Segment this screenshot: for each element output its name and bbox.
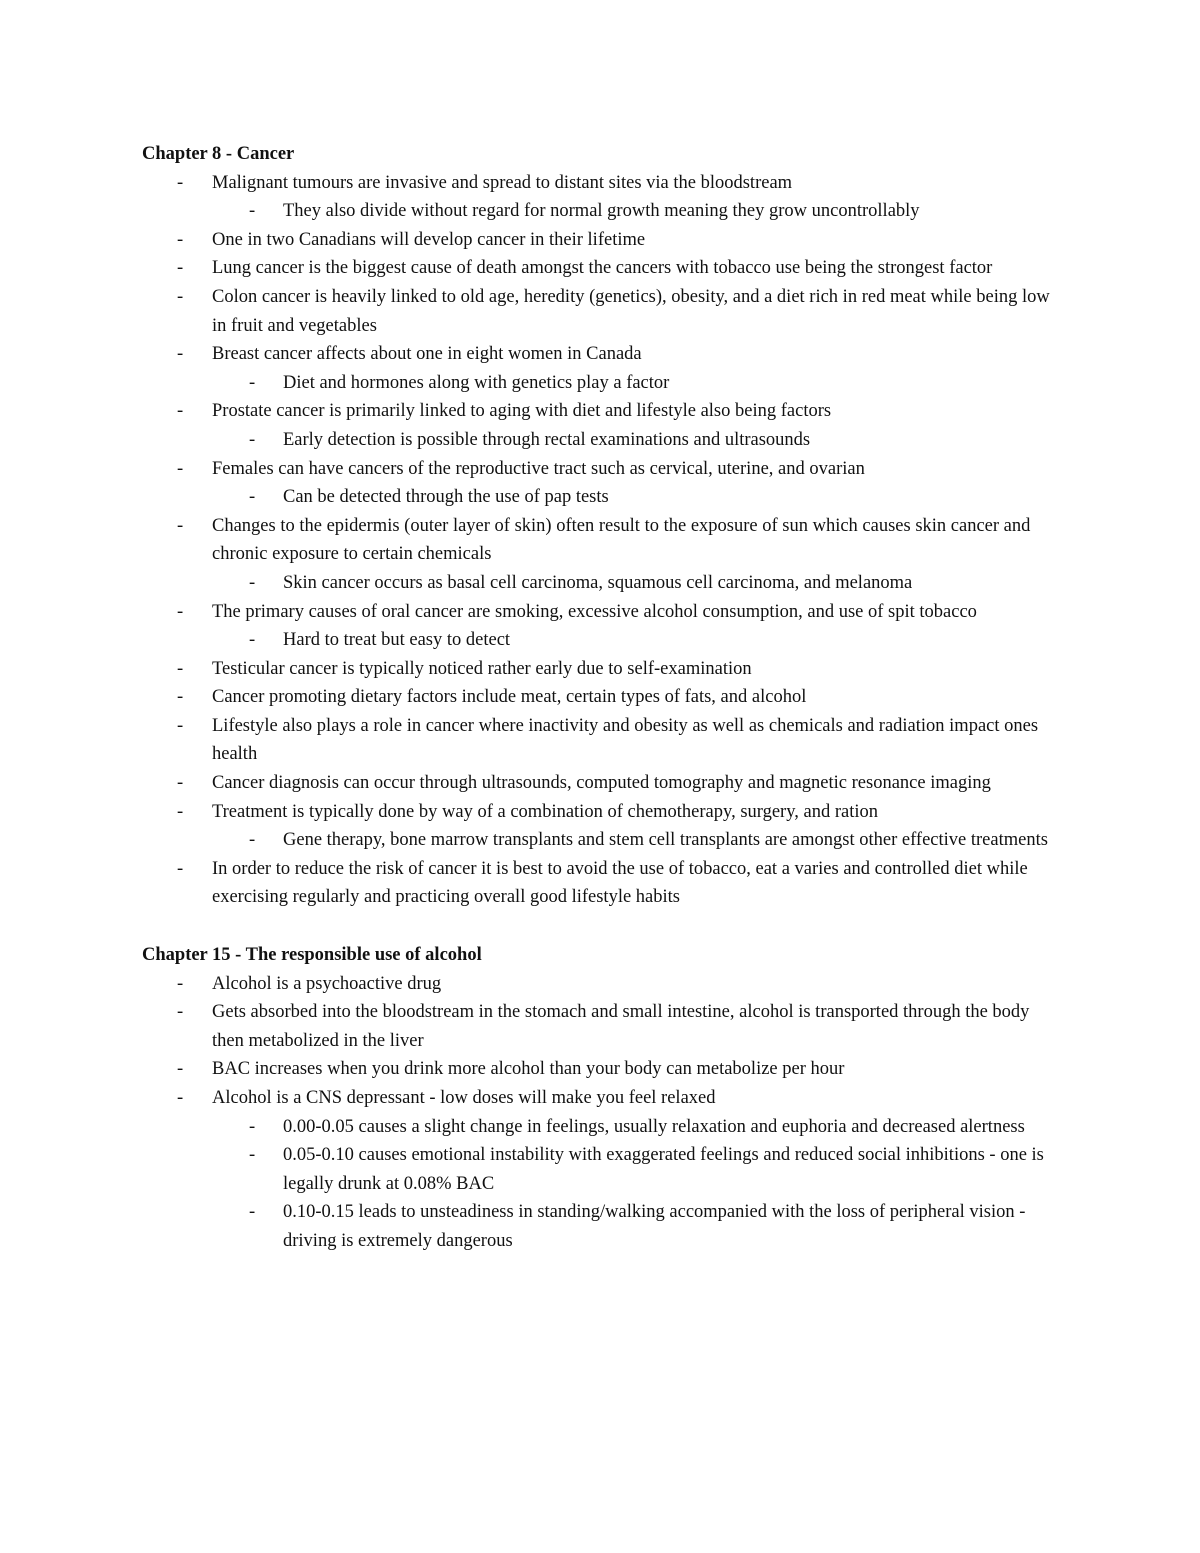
list-item-text: They also divide without regard for normal growth meaning they grow uncontrollably bbox=[283, 201, 920, 222]
list-item-text: Can be detected through the use of pap tests bbox=[283, 487, 609, 508]
bullet-dash: - bbox=[177, 458, 184, 479]
bullet-dash: - bbox=[177, 401, 184, 422]
list-item bbox=[142, 655, 1062, 684]
sub-list-item bbox=[142, 369, 1062, 398]
list-item bbox=[142, 598, 1062, 627]
sub-list-item bbox=[142, 483, 1062, 512]
sub-list-item bbox=[142, 1198, 1062, 1255]
list-item bbox=[142, 1055, 1062, 1084]
list-item bbox=[142, 512, 1062, 569]
list-item bbox=[142, 1084, 1062, 1113]
list-item bbox=[142, 769, 1062, 798]
bullet-dash: - bbox=[177, 715, 184, 736]
bullet-dash: - bbox=[177, 1088, 184, 1108]
list-item-text: Treatment is typically done by way of a combination of chemotherapy, surgery, and ration bbox=[212, 801, 878, 822]
list-item-text: 0.10-0.15 leads to unsteadiness in standing/walking accompanied with the loss of peripheral vision - driving is extremely dangerous bbox=[283, 1202, 1026, 1251]
list-item-text: Gets absorbed into the bloodstream in the stomach and small intestine, alcohol is transported through the body then metabolized in the liver bbox=[212, 1002, 1030, 1051]
bullet-dash: - bbox=[177, 973, 184, 994]
section-heading: Chapter 8 - Cancer bbox=[142, 144, 295, 164]
list-item-text: Prostate cancer is primarily linked to aging with diet and lifestyle also being factors bbox=[212, 401, 832, 422]
sub-list-item bbox=[142, 426, 1062, 455]
list-item-text: 0.05-0.10 causes emotional instability with exaggerated feelings and reduced social inhibitions - one is legally drunk at 0.08% BAC bbox=[283, 1145, 1044, 1194]
list-item-text: The primary causes of oral cancer are smoking, excessive alcohol consumption, and use of spit tobacco bbox=[212, 601, 977, 622]
list-item bbox=[142, 254, 1062, 283]
list-item-text: Gene therapy, bone marrow transplants and stem cell transplants are amongst other effective treatments bbox=[283, 830, 1048, 851]
bullet-dash: - bbox=[249, 201, 256, 222]
bullet-list bbox=[142, 169, 1062, 912]
bullet-dash: - bbox=[249, 1116, 256, 1137]
bullet-dash: - bbox=[249, 1145, 256, 1166]
bullet-dash: - bbox=[177, 258, 184, 279]
bullet-dash: - bbox=[177, 658, 184, 679]
bullet-dash: - bbox=[177, 858, 184, 879]
list-item bbox=[142, 798, 1062, 827]
list-item bbox=[142, 340, 1062, 369]
sub-list-item bbox=[142, 1113, 1062, 1142]
list-item bbox=[142, 855, 1062, 912]
bullet-dash: - bbox=[249, 372, 256, 393]
section-chapter-8 bbox=[142, 140, 1062, 912]
bullet-dash: - bbox=[249, 572, 256, 593]
list-item-text: BAC increases when you drink more alcohol than your body can metabolize per hour bbox=[212, 1059, 845, 1080]
bullet-dash: - bbox=[177, 1002, 184, 1023]
sub-list-item bbox=[142, 197, 1062, 226]
list-item-text: Early detection is possible through rectal examinations and ultrasounds bbox=[283, 429, 811, 450]
sub-list-item bbox=[142, 826, 1062, 855]
sub-list-item bbox=[142, 569, 1062, 598]
bullet-dash: - bbox=[177, 1059, 184, 1080]
list-item-text: In order to reduce the risk of cancer it is best to avoid the use of tobacco, eat a varies and controlled diet while exercising regularly and practicing overall good lifestyle habits bbox=[212, 858, 1028, 908]
bullet-list bbox=[142, 970, 1062, 1256]
bullet-dash: - bbox=[177, 801, 184, 822]
list-item bbox=[142, 970, 1062, 999]
list-item-text: 0.00-0.05 causes a slight change in feelings, usually relaxation and euphoria and decreased alertness bbox=[283, 1116, 1025, 1137]
list-item-text: One in two Canadians will develop cancer in their lifetime bbox=[212, 229, 646, 250]
bullet-dash: - bbox=[249, 429, 256, 450]
list-item-text: Lung cancer is the biggest cause of death amongst the cancers with tobacco use being the strongest factor bbox=[212, 258, 993, 279]
list-item-text: Hard to treat but easy to detect bbox=[283, 630, 511, 651]
list-item-text: Testicular cancer is typically noticed rather early due to self-examination bbox=[212, 658, 752, 679]
list-item bbox=[142, 683, 1062, 712]
list-item-text: Females can have cancers of the reproductive tract such as cervical, uterine, and ovarian bbox=[212, 458, 865, 479]
bullet-dash: - bbox=[177, 773, 184, 794]
section-heading: Chapter 15 - The responsible use of alcohol bbox=[142, 945, 482, 966]
bullet-dash: - bbox=[177, 344, 184, 365]
list-item bbox=[142, 712, 1062, 769]
list-item-text: Alcohol is a psychoactive drug bbox=[212, 973, 442, 994]
list-item-text: Malignant tumours are invasive and spread to distant sites via the bloodstream bbox=[212, 172, 793, 193]
bullet-dash: - bbox=[177, 601, 184, 622]
bullet-dash: - bbox=[177, 687, 184, 708]
list-item-text: Colon cancer is heavily linked to old age, heredity (genetics), obesity, and a diet rich in red meat while being low in fruit and vegetables bbox=[212, 286, 1050, 336]
list-item bbox=[142, 169, 1062, 198]
sub-list-item bbox=[142, 1141, 1062, 1198]
bullet-dash: - bbox=[249, 487, 256, 508]
list-item-text: Lifestyle also plays a role in cancer where inactivity and obesity as well as chemicals and radiation impact ones health bbox=[212, 715, 1039, 765]
bullet-dash: - bbox=[177, 172, 184, 193]
list-item-text: Changes to the epidermis (outer layer of skin) often result to the exposure of sun which causes skin cancer and chronic exposure to certain chemicals bbox=[212, 515, 1031, 565]
list-item bbox=[142, 455, 1062, 484]
list-item-text: Cancer diagnosis can occur through ultrasounds, computed tomography and magnetic resonance imaging bbox=[212, 773, 991, 794]
list-item-text: Skin cancer occurs as basal cell carcinoma, squamous cell carcinoma, and melanoma bbox=[283, 572, 913, 593]
bullet-dash: - bbox=[249, 1202, 256, 1223]
list-item bbox=[142, 998, 1062, 1055]
bullet-dash: - bbox=[177, 286, 184, 307]
list-item-text: Cancer promoting dietary factors include meat, certain types of fats, and alcohol bbox=[212, 687, 807, 708]
document-page bbox=[142, 140, 1062, 1256]
list-item-text: Breast cancer affects about one in eight women in Canada bbox=[212, 344, 642, 365]
list-item bbox=[142, 283, 1062, 340]
bullet-dash: - bbox=[249, 830, 256, 851]
bullet-dash: - bbox=[249, 630, 256, 651]
sub-list-item bbox=[142, 626, 1062, 655]
bullet-dash: - bbox=[177, 515, 184, 536]
list-item bbox=[142, 397, 1062, 426]
list-item-text: Diet and hormones along with genetics play a factor bbox=[283, 372, 670, 393]
section-chapter-15 bbox=[142, 941, 1062, 1256]
list-item-text: Alcohol is a CNS depressant - low doses will make you feel relaxed bbox=[212, 1088, 716, 1108]
list-item bbox=[142, 226, 1062, 255]
bullet-dash: - bbox=[177, 229, 184, 250]
